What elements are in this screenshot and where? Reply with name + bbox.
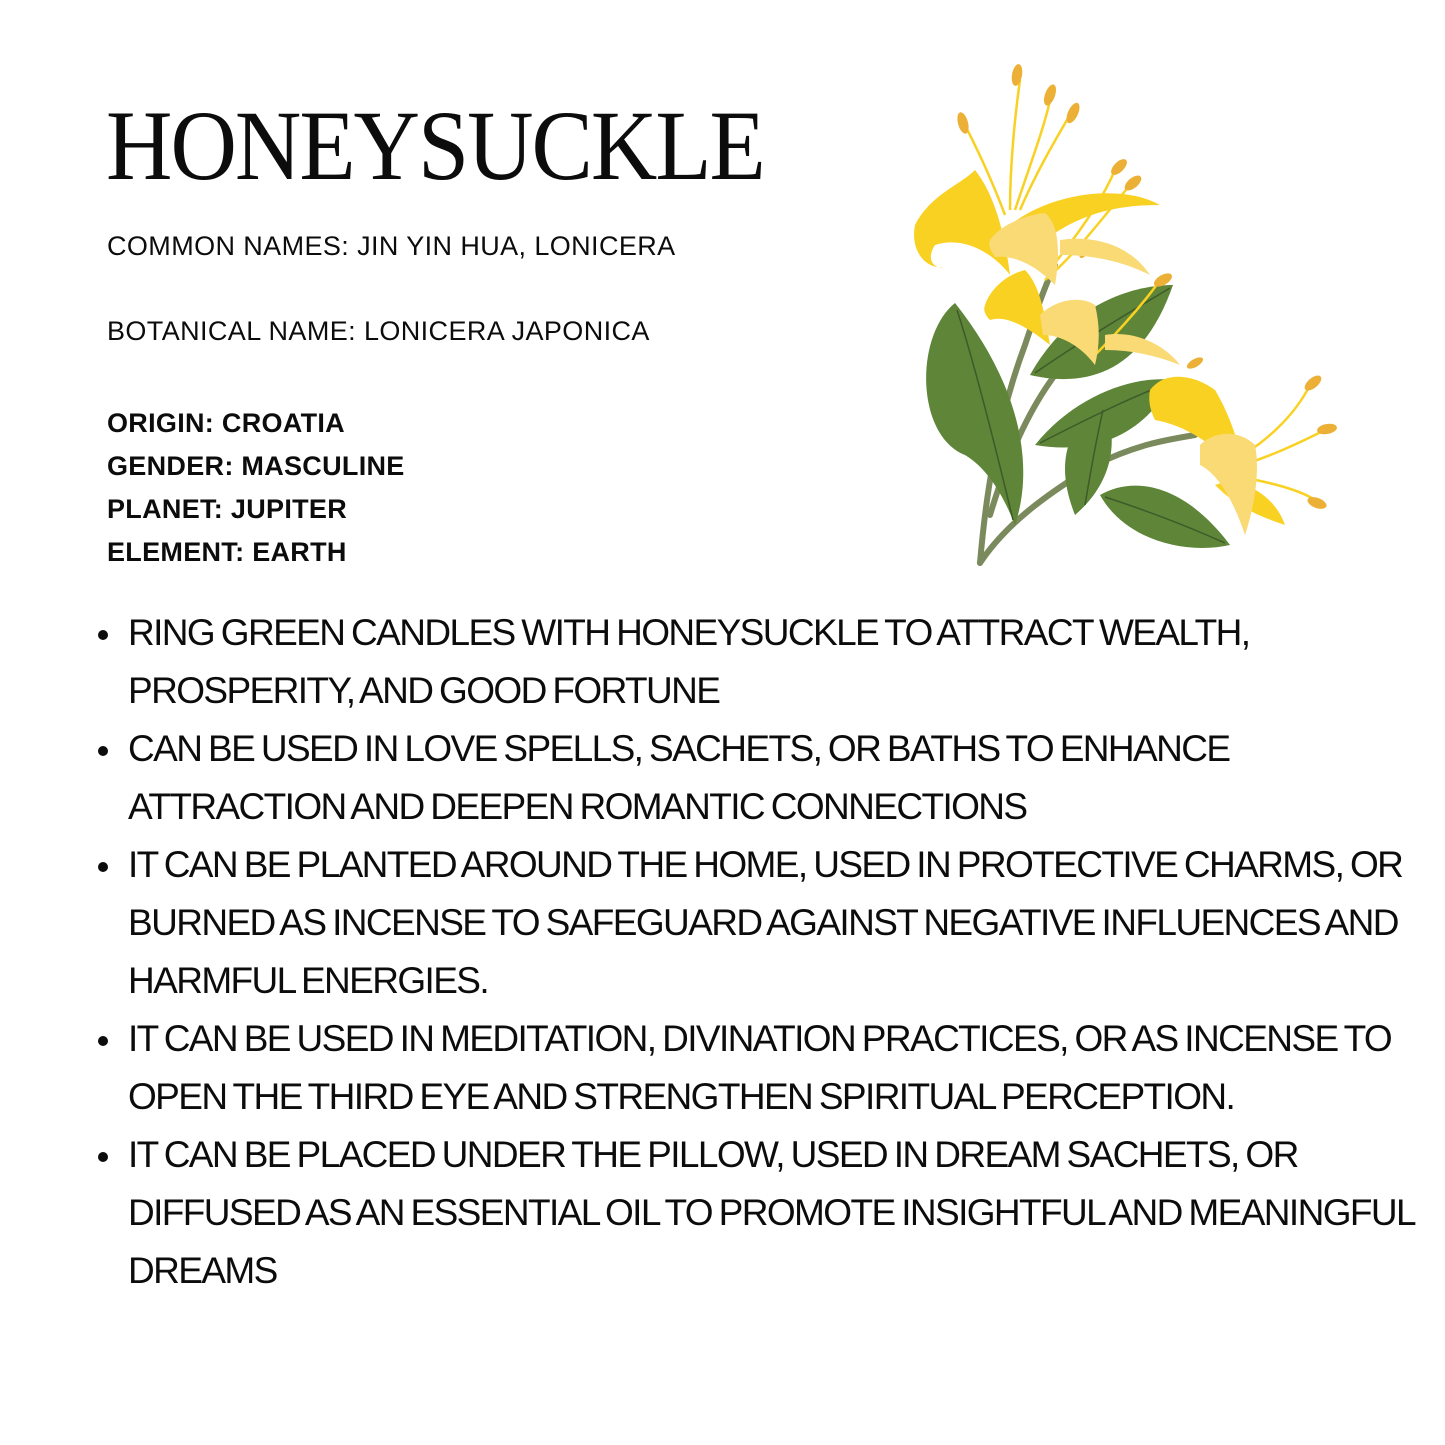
list-item: IT CAN BE PLACED UNDER THE PILLOW, USED IN DREAM SACHETS, OR DIFFUSED AS AN ESSENTIAL OIL TO PROMOTE INSIGHTFUL AND MEANINGFUL DREAMS [95,1126,1415,1300]
page-title: HONEYSUCKLE [106,90,764,201]
attribute-list [107,402,405,574]
common-names: COMMON NAMES: JIN YIN HUA, LONICERA [107,231,676,261]
honeysuckle-flower-icon [895,45,1345,575]
bullet-icon [98,862,108,872]
botanical-name: BOTANICAL NAME: LONICERA JAPONICA [107,316,650,346]
attribute-origin: ORIGIN: CROATIA [107,408,345,438]
list-item: RING GREEN CANDLES WITH HONEYSUCKLE TO ATTRACT WEALTH, PROSPERITY, AND GOOD FORTUNE [95,604,1415,720]
uses-list [95,604,1415,1300]
list-item: CAN BE USED IN LOVE SPELLS, SACHETS, OR BATHS TO ENHANCE ATTRACTION AND DEEPEN ROMANTIC CONNECTIONS [95,720,1415,836]
bullet-icon [98,746,108,756]
attribute-planet: PLANET: JUPITER [107,494,348,524]
attribute-gender: GENDER: MASCULINE [107,451,405,481]
bullet-icon [98,1036,108,1046]
bullet-icon [98,630,108,640]
list-item: IT CAN BE USED IN MEDITATION, DIVINATION PRACTICES, OR AS INCENSE TO OPEN THE THIRD EYE AND STRENGTHEN SPIRITUAL PERCEPTION. [95,1010,1415,1126]
list-item: IT CAN BE PLANTED AROUND THE HOME, USED IN PROTECTIVE CHARMS, OR BURNED AS INCENSE TO SAFEGUARD AGAINST NEGATIVE INFLUENCES AND HARMFUL ENERGIES. [95,836,1415,1010]
bullet-icon [98,1152,108,1162]
attribute-element: ELEMENT: EARTH [107,537,347,567]
